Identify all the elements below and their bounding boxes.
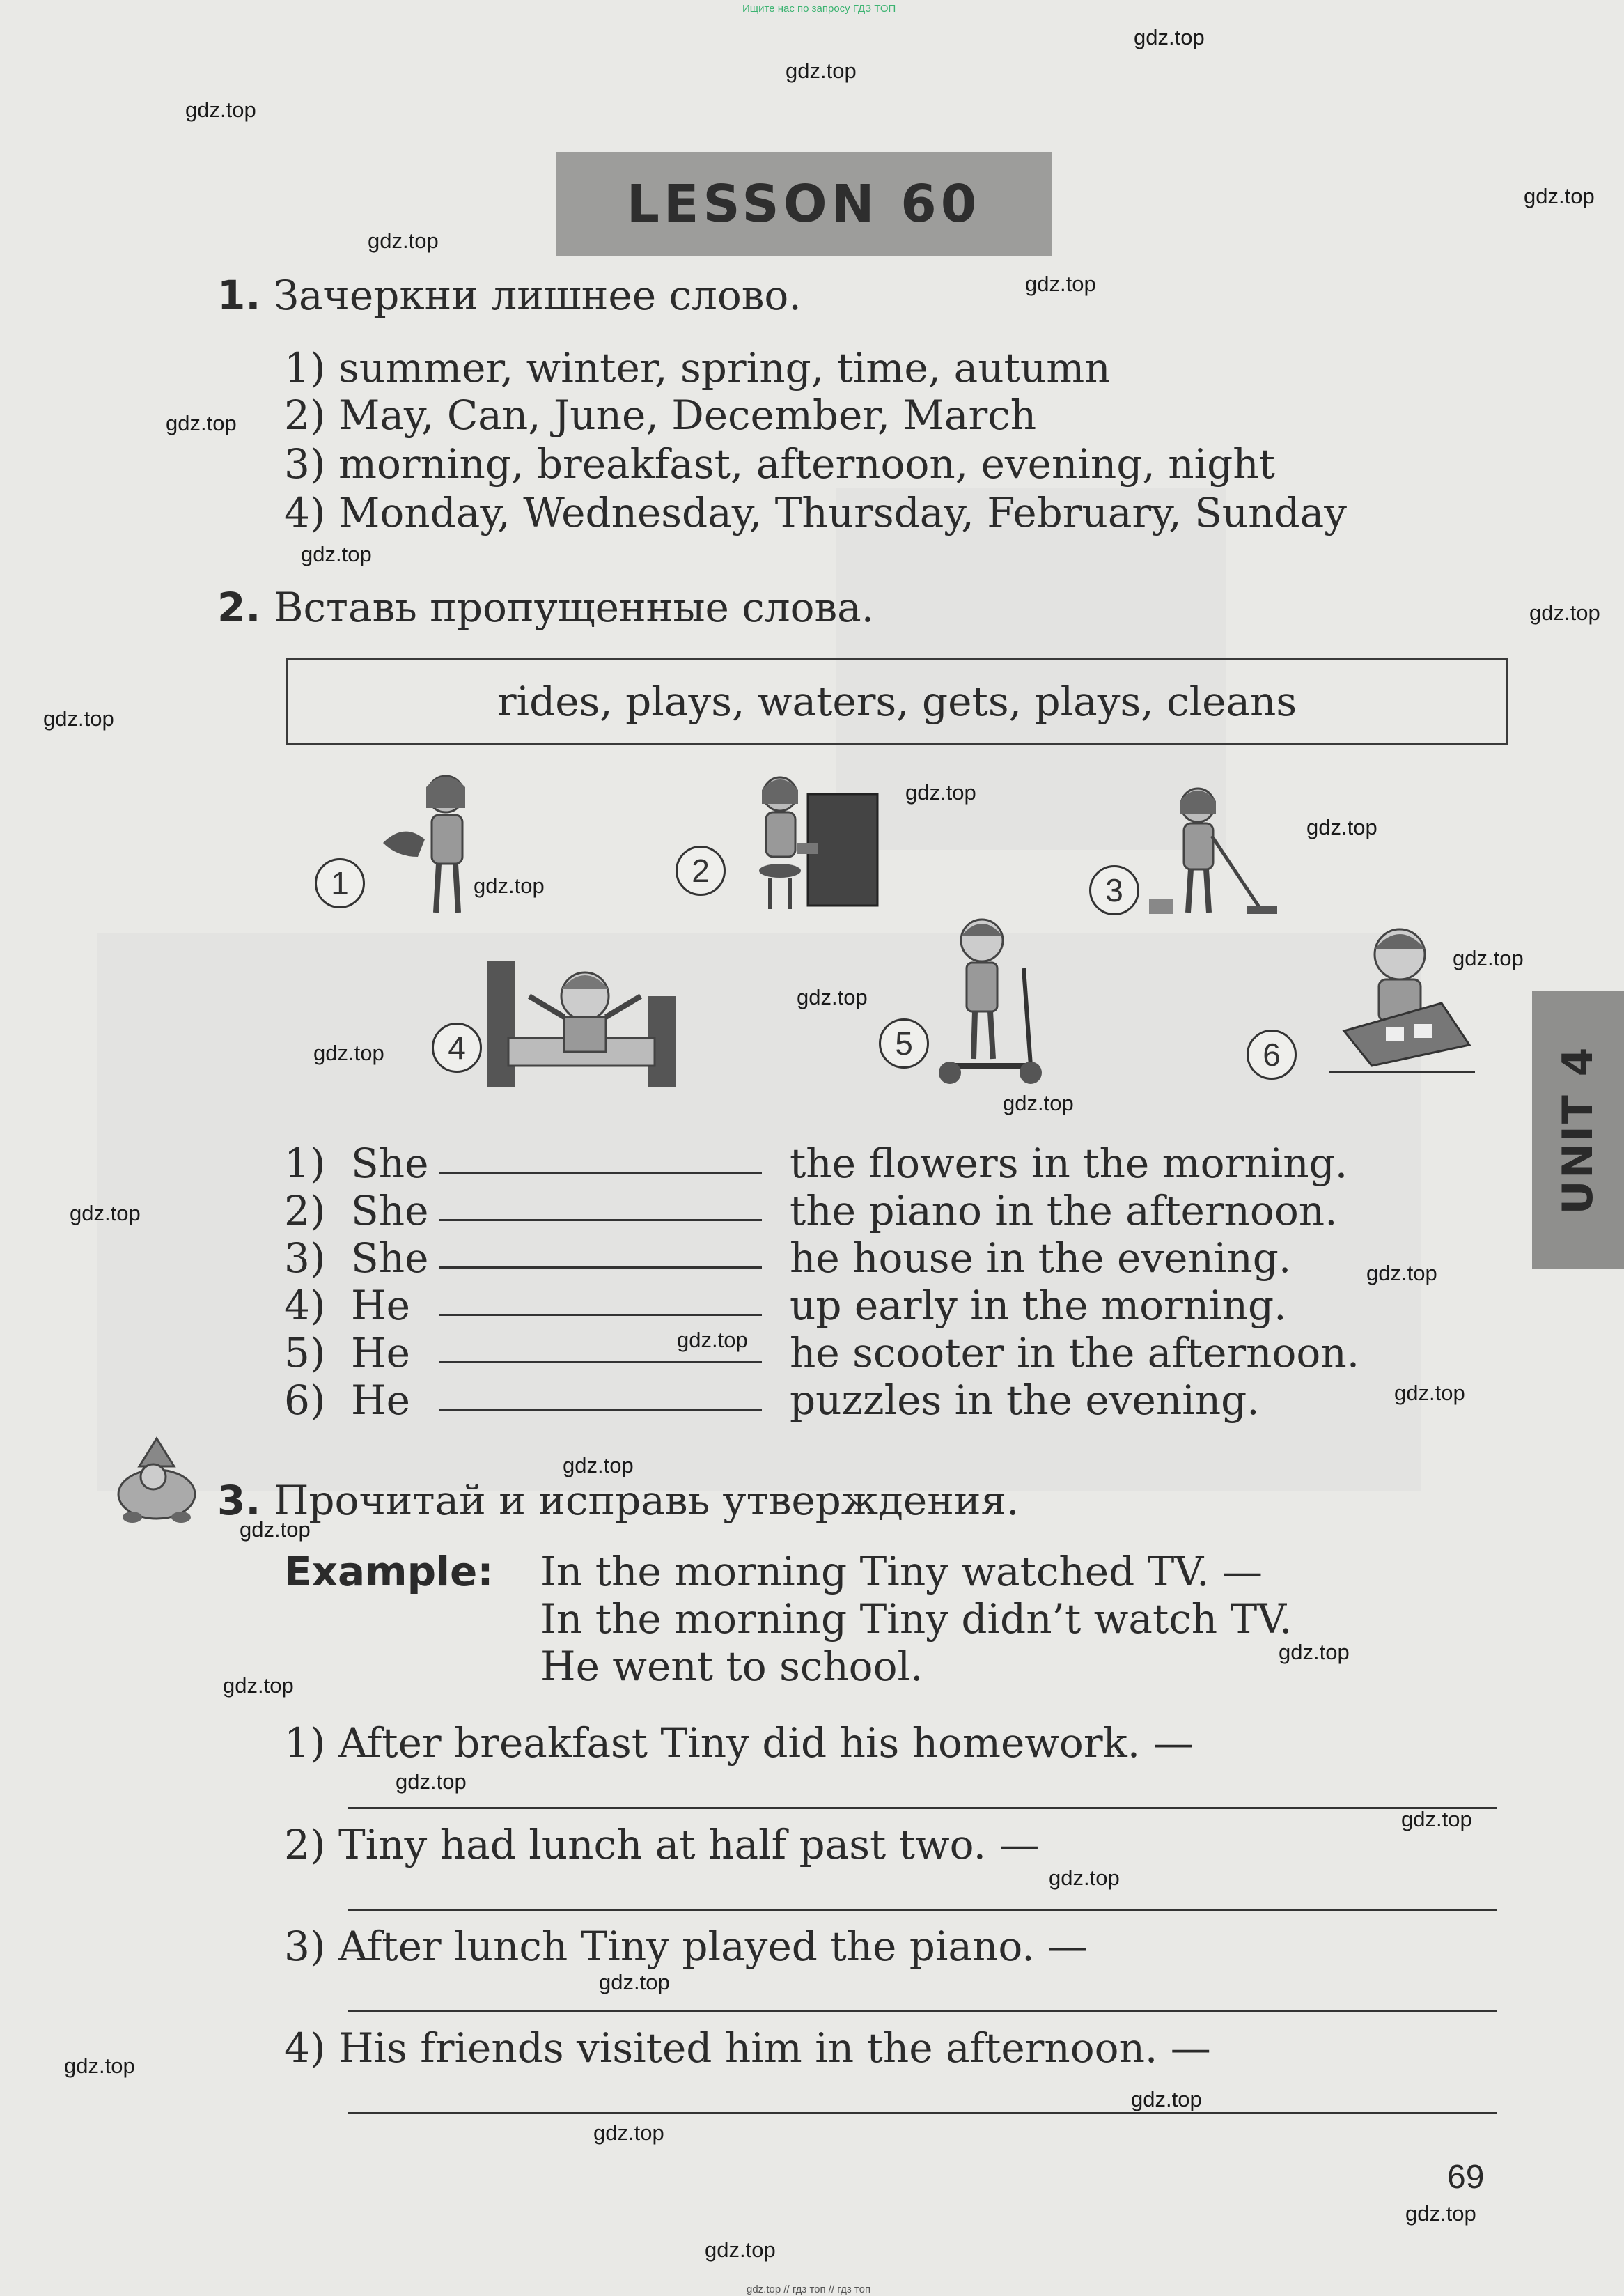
task2-answer-line[interactable] <box>439 1409 762 1411</box>
watermark: gdz.top <box>64 2054 135 2078</box>
watermark: gdz.top <box>677 1328 748 1352</box>
watermark: gdz.top <box>185 98 256 122</box>
task2-answer-line[interactable] <box>439 1172 762 1174</box>
lesson-title-box <box>556 152 1052 256</box>
task2-item-rest: he scooter in the afternoon. <box>790 1329 1360 1376</box>
lesson-title: LESSON 60 <box>626 174 981 234</box>
task2-item-number: 5) <box>284 1329 326 1376</box>
watermark: gdz.top <box>905 780 976 805</box>
watermark: gdz.top <box>1453 946 1524 970</box>
picture-number: 5 <box>879 1018 929 1069</box>
watermark: gdz.top <box>396 1769 467 1794</box>
turtle-mascot-icon <box>104 1435 209 1533</box>
watermark: gdz.top <box>797 985 868 1009</box>
task2-answer-line[interactable] <box>439 1266 762 1269</box>
task2-item-rest: he house in the evening. <box>790 1234 1292 1282</box>
task3-instruction: Прочитай и исправь утверждения. <box>273 1477 1020 1524</box>
task1-instruction: Зачеркни лишнее слово. <box>273 272 802 319</box>
task2-item-number: 6) <box>284 1376 326 1424</box>
picture-boy-scooter <box>933 906 1045 1087</box>
task2-item-rest: the piano in the afternoon. <box>790 1187 1338 1234</box>
watermark: gdz.top <box>43 706 114 731</box>
watermark: gdz.top <box>1394 1381 1465 1405</box>
watermark: gdz.top <box>70 1201 141 1225</box>
task2-item-rest: puzzles in the evening. <box>790 1376 1260 1424</box>
task2-item-number: 4) <box>284 1282 326 1329</box>
picture-number: 3 <box>1089 865 1139 915</box>
picture-boy-getting-up <box>481 947 682 1094</box>
task2-heading <box>217 584 874 631</box>
watermark: gdz.top <box>1131 2087 1202 2111</box>
task3-item: 2) Tiny had lunch at half past two. — <box>284 1821 1040 1868</box>
watermark: gdz.top <box>1529 600 1600 625</box>
watermark: gdz.top <box>1524 184 1595 208</box>
watermark: gdz.top <box>786 59 857 83</box>
task2-number: 2. <box>217 584 261 631</box>
footer-note: gdz.top // гдз топ // гдз топ <box>747 2283 871 2295</box>
watermark: gdz.top <box>705 2237 776 2262</box>
task2-item-number: 3) <box>284 1234 326 1282</box>
task2-answer-line[interactable] <box>439 1314 762 1316</box>
task3-heading <box>217 1477 1020 1524</box>
task2-answer-line[interactable] <box>439 1219 762 1221</box>
watermark: gdz.top <box>1003 1091 1074 1115</box>
watermark: gdz.top <box>1134 25 1205 49</box>
example-label: Example: <box>284 1548 494 1595</box>
watermark: gdz.top <box>313 1041 384 1065</box>
task1-item: 3) morning, breakfast, afternoon, evening, night <box>284 440 1275 488</box>
watermark: gdz.top <box>301 542 372 566</box>
watermark: gdz.top <box>368 228 439 253</box>
watermark: gdz.top <box>166 411 237 435</box>
task2-item-number: 1) <box>284 1140 326 1187</box>
task1-heading <box>217 272 802 319</box>
task3-item: 4) His friends visited him in the afternoon. — <box>284 2024 1211 2072</box>
task3-answer-line[interactable] <box>348 1807 1497 1809</box>
watermark: gdz.top <box>1401 1807 1472 1831</box>
picture-number: 2 <box>676 846 726 896</box>
picture-girl-piano <box>731 766 884 920</box>
task3-answer-line[interactable] <box>348 2112 1497 2114</box>
task1-number: 1. <box>217 272 261 319</box>
unit-tab-label: UNIT 4 <box>1554 1045 1602 1215</box>
example-line: In the morning Tiny watched TV. — <box>540 1548 1263 1595</box>
task2-item-number: 2) <box>284 1187 326 1234</box>
picture6-underline <box>1329 1071 1475 1073</box>
watermark: gdz.top <box>223 1673 294 1698</box>
watermark: gdz.top <box>1405 2201 1476 2226</box>
watermark: gdz.top <box>1025 272 1096 296</box>
task1-item: 4) Monday, Wednesday, Thursday, February, Sunday <box>284 489 1347 536</box>
watermark: gdz.top <box>474 874 545 898</box>
picture-boy-puzzles <box>1330 913 1483 1073</box>
task2-item-rest: up early in the morning. <box>790 1282 1287 1329</box>
word-bank: rides, plays, waters, gets, plays, cleans <box>286 658 1508 745</box>
task2-instruction: Вставь пропущенные слова. <box>273 584 875 631</box>
example-line: In the morning Tiny didn’t watch TV. <box>540 1595 1293 1643</box>
watermark: gdz.top <box>1366 1261 1437 1285</box>
watermark: gdz.top <box>1306 815 1377 839</box>
task3-number: 3. <box>217 1477 261 1524</box>
task3-answer-line[interactable] <box>348 1909 1497 1911</box>
task3-item: 3) After lunch Tiny played the piano. — <box>284 1923 1088 1970</box>
task1-item: 1) summer, winter, spring, time, autumn <box>284 344 1111 391</box>
example-line: He went to school. <box>540 1643 923 1690</box>
task2-item-subject: He <box>351 1329 410 1376</box>
task2-item-subject: He <box>351 1282 410 1329</box>
watermark: gdz.top <box>593 2120 664 2145</box>
picture-girl-cleaning <box>1142 780 1281 920</box>
watermark: gdz.top <box>599 1970 670 1994</box>
header-note: Ищите нас по запросу ГДЗ ТОП <box>742 3 896 15</box>
page-number: 69 <box>1447 2159 1485 2196</box>
task2-answer-line[interactable] <box>439 1361 762 1363</box>
picture-number: 4 <box>432 1023 482 1073</box>
task3-answer-line[interactable] <box>348 2010 1497 2012</box>
task2-item-subject: He <box>351 1376 410 1424</box>
unit-tab <box>1532 991 1624 1269</box>
picture-number: 1 <box>315 858 365 908</box>
task3-item: 1) After breakfast Tiny did his homework. — <box>284 1719 1194 1767</box>
task2-item-rest: the flowers in the morning. <box>790 1140 1348 1187</box>
picture-number: 6 <box>1247 1030 1297 1080</box>
watermark: gdz.top <box>1049 1866 1120 1890</box>
task1-item: 2) May, Can, June, December, March <box>284 391 1037 439</box>
watermark: gdz.top <box>563 1453 634 1477</box>
task2-item-subject: She <box>351 1234 429 1282</box>
watermark: gdz.top <box>240 1517 311 1542</box>
watermark: gdz.top <box>1279 1640 1350 1664</box>
task2-item-subject: She <box>351 1140 429 1187</box>
task2-item-subject: She <box>351 1187 429 1234</box>
